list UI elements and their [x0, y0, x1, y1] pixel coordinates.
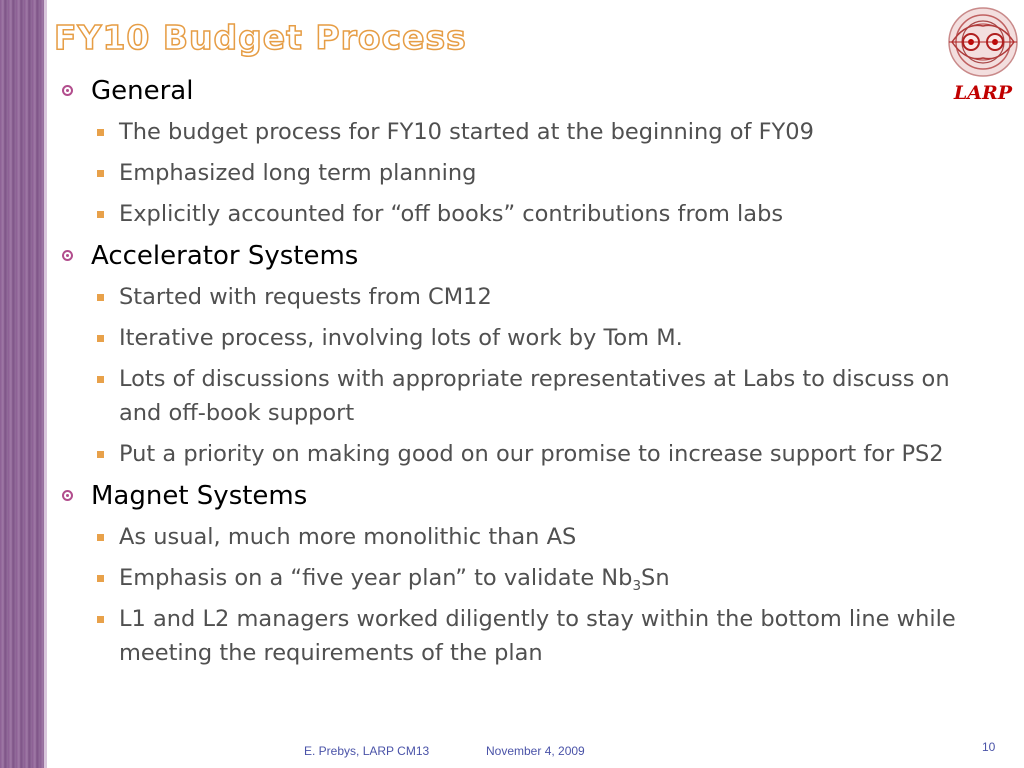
sub-bullet — [62, 115, 962, 149]
square-bullet-icon — [97, 376, 104, 383]
sub-bullet — [62, 561, 962, 595]
footer-date: November 4, 2009 — [486, 744, 585, 758]
bullet-general — [62, 74, 962, 108]
sub-bullet — [62, 362, 962, 430]
sub-bullet — [62, 321, 962, 355]
logo-text: LARP — [953, 82, 1013, 104]
footer-author: E. Prebys, LARP CM13 — [304, 744, 430, 758]
square-bullet-icon — [97, 451, 104, 458]
circle-bullet-icon — [62, 490, 73, 501]
bullet-magnet-systems — [62, 479, 962, 513]
bullet-heading: Accelerator Systems — [91, 241, 359, 271]
square-bullet-icon — [97, 575, 104, 582]
sub-bullet — [62, 602, 962, 670]
sub-bullet-text: Emphasized long term planning — [119, 160, 477, 186]
square-bullet-icon — [97, 170, 104, 177]
larp-logo-graphic — [944, 4, 1022, 82]
sub-bullet — [62, 156, 962, 190]
square-bullet-icon — [97, 616, 104, 623]
bullet-heading: General — [91, 76, 194, 106]
text-after-subscript: Sn — [641, 565, 670, 591]
sub-bullet-text: Started with requests from CM12 — [119, 284, 492, 310]
sub-bullet-text: Iterative process, involving lots of work by Tom M. — [119, 325, 683, 351]
subscript: 3 — [632, 578, 642, 594]
decorative-sidebar — [0, 0, 44, 768]
sub-bullet — [62, 280, 962, 314]
sub-bullet-text: The budget process for FY10 started at the beginning of FY09 — [119, 119, 814, 145]
slide-title: FY10 Budget Process — [54, 18, 467, 57]
square-bullet-icon — [97, 335, 104, 342]
bullet-heading: Magnet Systems — [91, 481, 308, 511]
slide-number: 10 — [982, 740, 996, 754]
sub-bullet-text: L1 and L2 managers worked diligently to stay within the bottom line while meeting the requirements of the plan — [119, 606, 956, 666]
bullet-accelerator-systems — [62, 239, 962, 273]
sub-bullet-text — [119, 565, 670, 594]
sub-bullet-text: Lots of discussions with appropriate representatives at Labs to discuss on and off-book support — [119, 366, 950, 426]
sub-bullet-text: Explicitly accounted for “off books” contributions from labs — [119, 201, 784, 227]
sub-bullet — [62, 437, 962, 471]
sub-bullet-text: Put a priority on making good on our promise to increase support for PS2 — [119, 441, 944, 467]
slide-body — [62, 74, 962, 670]
circle-bullet-icon — [62, 250, 73, 261]
square-bullet-icon — [97, 294, 104, 301]
sub-bullet — [62, 520, 962, 554]
sub-bullet-text: As usual, much more monolithic than AS — [119, 524, 577, 550]
sidebar-divider — [44, 0, 47, 768]
sub-bullet — [62, 197, 962, 231]
text-before-subscript: Emphasis on a “five year plan” to validate Nb — [119, 565, 633, 591]
square-bullet-icon — [97, 534, 104, 541]
square-bullet-icon — [97, 211, 104, 218]
square-bullet-icon — [97, 129, 104, 136]
circle-bullet-icon — [62, 85, 73, 96]
